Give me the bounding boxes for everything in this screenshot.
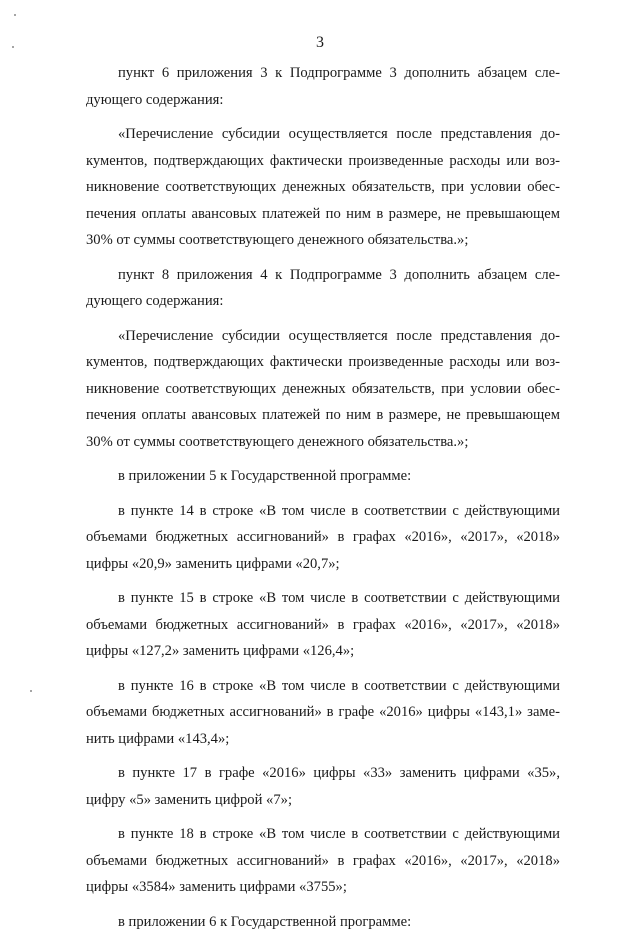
paragraph: в пункте 15 в строке «В том числе в соответствии с действующими объемами бюджетных ассигнований» в графах «2016», «2017», «2018» цифры «127,2» заменить цифрами «126,4»;: [86, 590, 560, 659]
paragraph: в приложении 6 к Государственной программе:: [118, 913, 412, 930]
paragraph: пункт 6 приложения 3 к Подпрограмме 3 дополнить абзацем сле-дующего содержания:: [86, 65, 560, 108]
paragraph: в пункте 16 в строке «В том числе в соответствии с действующими объемами бюджетных ассигнований» в графе «2016» цифры «143,1» заме-нить цифрами «143,4»;: [86, 677, 560, 747]
scan-speck: [14, 14, 16, 16]
page-number: 3: [316, 34, 324, 51]
scan-speck: [30, 690, 32, 692]
paragraph: «Перечисление субсидии осуществляется после представления до-кументов, подтверждающих фактически произведенные расходы или воз-никновение соответствующих денежных обязательств, при условии обес-печения оплаты авансовых платежей по ним в размере, не превышающем 30% от суммы соответствующего денежного обязательства.»;: [86, 126, 560, 248]
document-body: [86, 60, 560, 943]
paragraph: «Перечисление субсидии осуществляется после представления до-кументов, подтверждающих фактически произведенные расходы или воз-никновение соответствующих денежных обязательств, при условии обес-печения оплаты авансовых платежей по ним в размере, не превышающем 30% от суммы соответствующего денежного обязательства.»;: [86, 327, 560, 450]
paragraph: в приложении 5 к Государственной программе:: [118, 468, 412, 484]
paragraph: в пункте 18 в строке «В том числе в соответствии с действующими объемами бюджетных ассигнований» в графах «2016», «2017», «2018» цифры «3584» заменить цифрами «3755»;: [86, 826, 560, 895]
paragraph: пункт 8 приложения 4 к Подпрограмме 3 дополнить абзацем сле-дующего содержания:: [86, 266, 560, 309]
paragraph: в пункте 14 в строке «В том числе в соответствии с действующими объемами бюджетных ассигнований» в графах «2016», «2017», «2018» цифры «20,9» заменить цифрами «20,7»;: [86, 502, 560, 572]
paragraph: в пункте 17 в графе «2016» цифры «33» заменить цифрами «35», цифру «5» заменить цифрой «7»;: [86, 765, 560, 808]
